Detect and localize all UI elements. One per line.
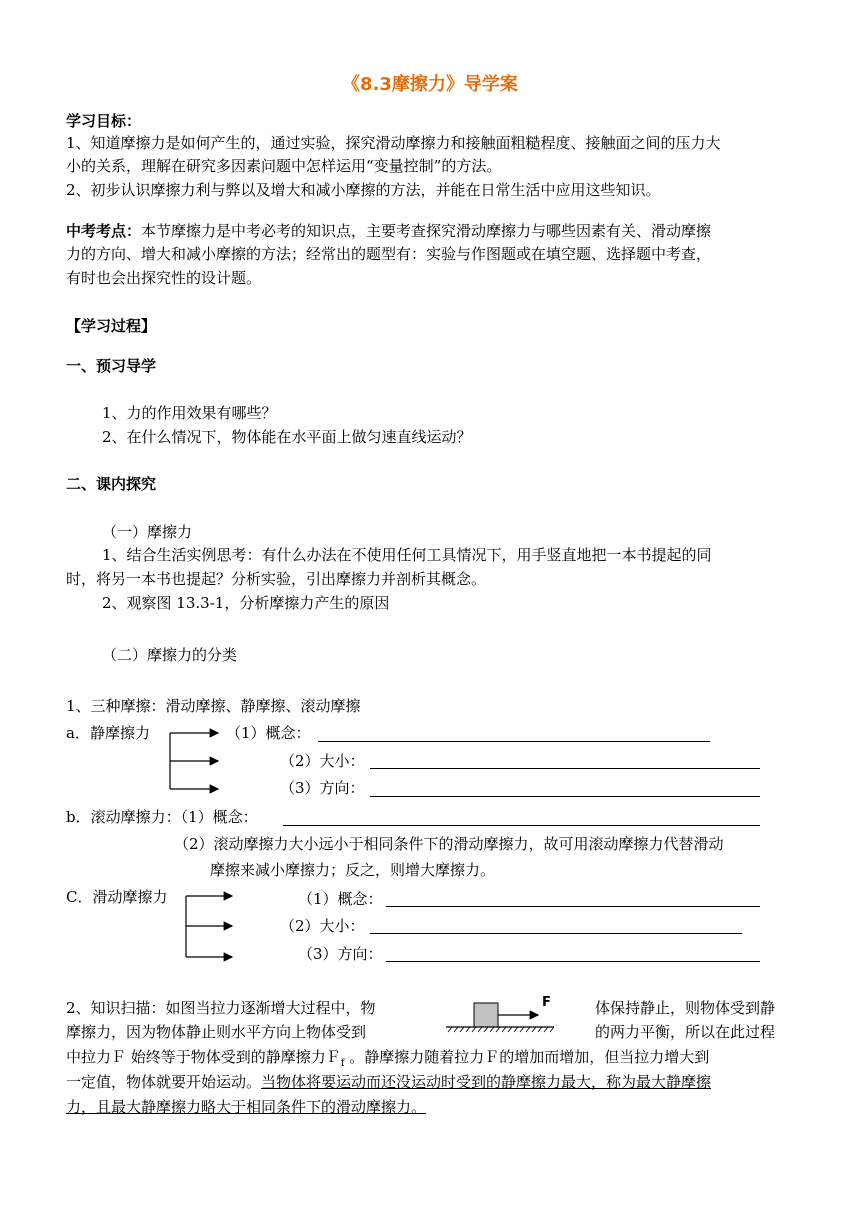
sliding-direction-label: （3）方向： (298, 945, 383, 963)
force-label: F (542, 995, 551, 1010)
scan-text: 。静摩擦力随着拉力Ｆ的增加而增加，但当拉力增大到 (344, 1048, 710, 1066)
exam-text: 本节摩擦力是中考必考的知识点，主要考查探究滑动摩擦力与哪些因素有关、滑动摩擦 (141, 222, 712, 240)
scan-line (66, 1047, 709, 1074)
static-friction-bracket (170, 733, 218, 789)
scan-line: 的两力平衡，所以在此过程 (595, 1023, 776, 1041)
objectives-line: 2、初步认识摩擦力利与弊以及增大和减小摩擦的方法，并能在日常生活中应用这些知识。 (66, 181, 661, 199)
scan-text: 中拉力Ｆ 始终等于物体受到的静摩擦力Ｆ (66, 1048, 341, 1066)
objectives-line: 1、知道摩擦力是如何产生的，通过实验，探究滑动摩擦力和接触面粗糙程度、接触面之间的压力大 (66, 134, 721, 152)
scan-text: 一定值，物体就要开始运动。 (66, 1073, 262, 1091)
sliding-size-label: （2）大小： (280, 917, 365, 935)
scan-line: 2、知识扫描：如图当拉力逐渐增大过程中，物 (66, 999, 376, 1017)
rolling-friction-note: （2）滚动摩擦力大小远小于相同条件下的滑动摩擦力，故可用滚动摩擦力代替滑动 (174, 835, 724, 853)
scan-line: 体保持静止，则物体受到静 (595, 999, 776, 1017)
explore-subheading: （一）摩擦力 (102, 523, 193, 541)
static-friction-label: a．静摩擦力 (66, 724, 150, 742)
objectives-line: 小的关系，理解在研究多因素问题中怎样运用“变量控制”的方法。 (66, 157, 502, 175)
exam-heading: 中考考点： (66, 222, 142, 240)
scan-line: 摩擦力，因为物体静止则水平方向上物体受到 (66, 1023, 367, 1041)
static-concept-label: （1）概念： (226, 724, 311, 742)
exam-line: 有时也会出探究性的设计题。 (66, 269, 262, 287)
preview-question: 1、力的作用效果有哪些？ (102, 404, 277, 422)
scan-emphasis: 当物体将要运动而还没运动时受到的静摩擦力最大，称为最大静摩擦 (261, 1073, 712, 1091)
objectives-heading: 学习目标： (66, 112, 142, 130)
scan-line (66, 1072, 711, 1093)
rolling-friction-label: b．滚动摩擦力：（1）概念： (66, 808, 258, 826)
explore-line: 时，将另一本书也提起？分析实验，引出摩擦力并剖析其概念。 (66, 570, 487, 588)
process-heading: 【学习过程】 (66, 317, 157, 335)
friction-types: 1、三种摩擦：滑动摩擦、静摩擦、滚动摩擦 (66, 697, 361, 715)
preview-question: 2、在什么情况下，物体能在水平面上做匀速直线运动？ (102, 428, 472, 446)
sliding-concept-label: （1）概念： (298, 890, 383, 908)
static-direction-label: （3）方向： (280, 779, 365, 797)
explore-heading: 二、课内探究 (66, 475, 157, 493)
block-force-figure (446, 1003, 554, 1032)
subscript-f: f (340, 1058, 345, 1069)
page-title: 《8.3摩擦力》导学案 (342, 74, 518, 95)
exam-line: 力的方向、增大和减小摩擦的方法；经常出的题型有：实验与作图题或在填空题、选择题中考查， (66, 245, 712, 263)
rolling-friction-note: 摩擦来减小摩擦力；反之，则增大摩擦力。 (210, 861, 496, 879)
sliding-friction-label: C．滑动摩擦力 (66, 888, 168, 906)
explore-line: 2、观察图 13.3-1，分析摩擦力产生的原因 (102, 594, 390, 612)
sliding-friction-bracket (186, 896, 232, 957)
static-size-label: （2）大小： (280, 752, 365, 770)
explore-subheading: （二）摩擦力的分类 (102, 646, 238, 664)
preview-heading: 一、预习导学 (66, 357, 157, 375)
explore-line: 1、结合生活实例思考：有什么办法在不使用任何工具情况下，用手竖直地把一本书提起的同 (102, 546, 712, 564)
scan-emphasis: 力，且最大静摩擦力略大于相同条件下的滑动摩擦力。 (66, 1098, 427, 1116)
